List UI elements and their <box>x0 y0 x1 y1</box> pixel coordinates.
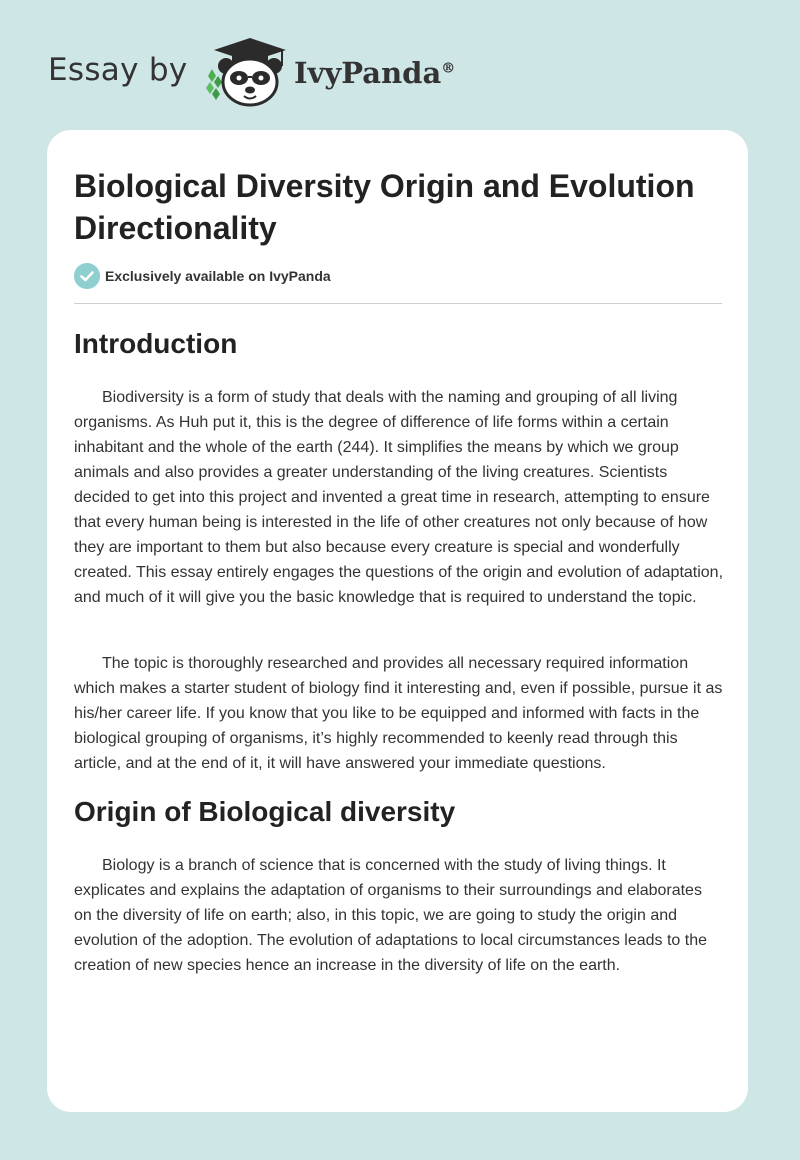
ivypanda-logo-icon[interactable] <box>202 36 292 108</box>
essay-title: Biological Diversity Origin and Evolution Directionality <box>74 168 695 246</box>
brand-text: IvyPanda <box>294 56 442 90</box>
paragraph: Biodiversity is a form of study that deals with the naming and grouping of all living organisms. As Huh put it, this is the degree of difference of life forms within a certain inhabitant and the whole of the earth (244). It simplifies the means by which we group animals and also provides a greater understanding of the living creatures. Scientists decided to get into this project and invented a great time in research, attempting to ensure that every human being is interested in the life of other creatures not only because of how they are important to them but also because every creature is special and wonderfully created. This essay entirely engages the questions of the origin and evolution of adaptation, and much of it will give you the basic knowledge that is required to understand the topic. <box>74 389 724 606</box>
paragraph: The topic is thoroughly researched and provides all necessary required information which makes a starter student of biology find it interesting and, even if possible, pursue it as his/her career life. If you know that you like to be equipped and informed with facts in the biological grouping of organisms, it’s highly recommended to keenly read through this article, and at the end of it, it will have answered your immediate questions. <box>74 655 723 772</box>
paragraph: Biology is a branch of science that is concerned with the study of living things. It explicates and explains the adaptation of organisms to their surroundings and elaborates on the diversity of life on earth; also, in this topic, we are going to study the origin and evolution of the adoption. The evolution of adaptations to local circumstances leads to the creation of new species hence an increase in the diversity of life on the earth. <box>74 857 707 974</box>
brand-name[interactable] <box>294 56 455 90</box>
section-heading-origin: Origin of Biological diversity <box>74 796 456 827</box>
check-circle-icon <box>74 263 100 289</box>
site-header <box>48 36 748 116</box>
exclusive-badge <box>74 263 331 289</box>
registered-mark: ® <box>441 60 456 77</box>
essay-card <box>47 130 748 1112</box>
divider <box>74 303 722 304</box>
essay-by-label: Essay by <box>48 52 188 88</box>
badge-text: Exclusively available on IvyPanda <box>105 268 331 284</box>
section-heading-introduction: Introduction <box>74 328 238 359</box>
